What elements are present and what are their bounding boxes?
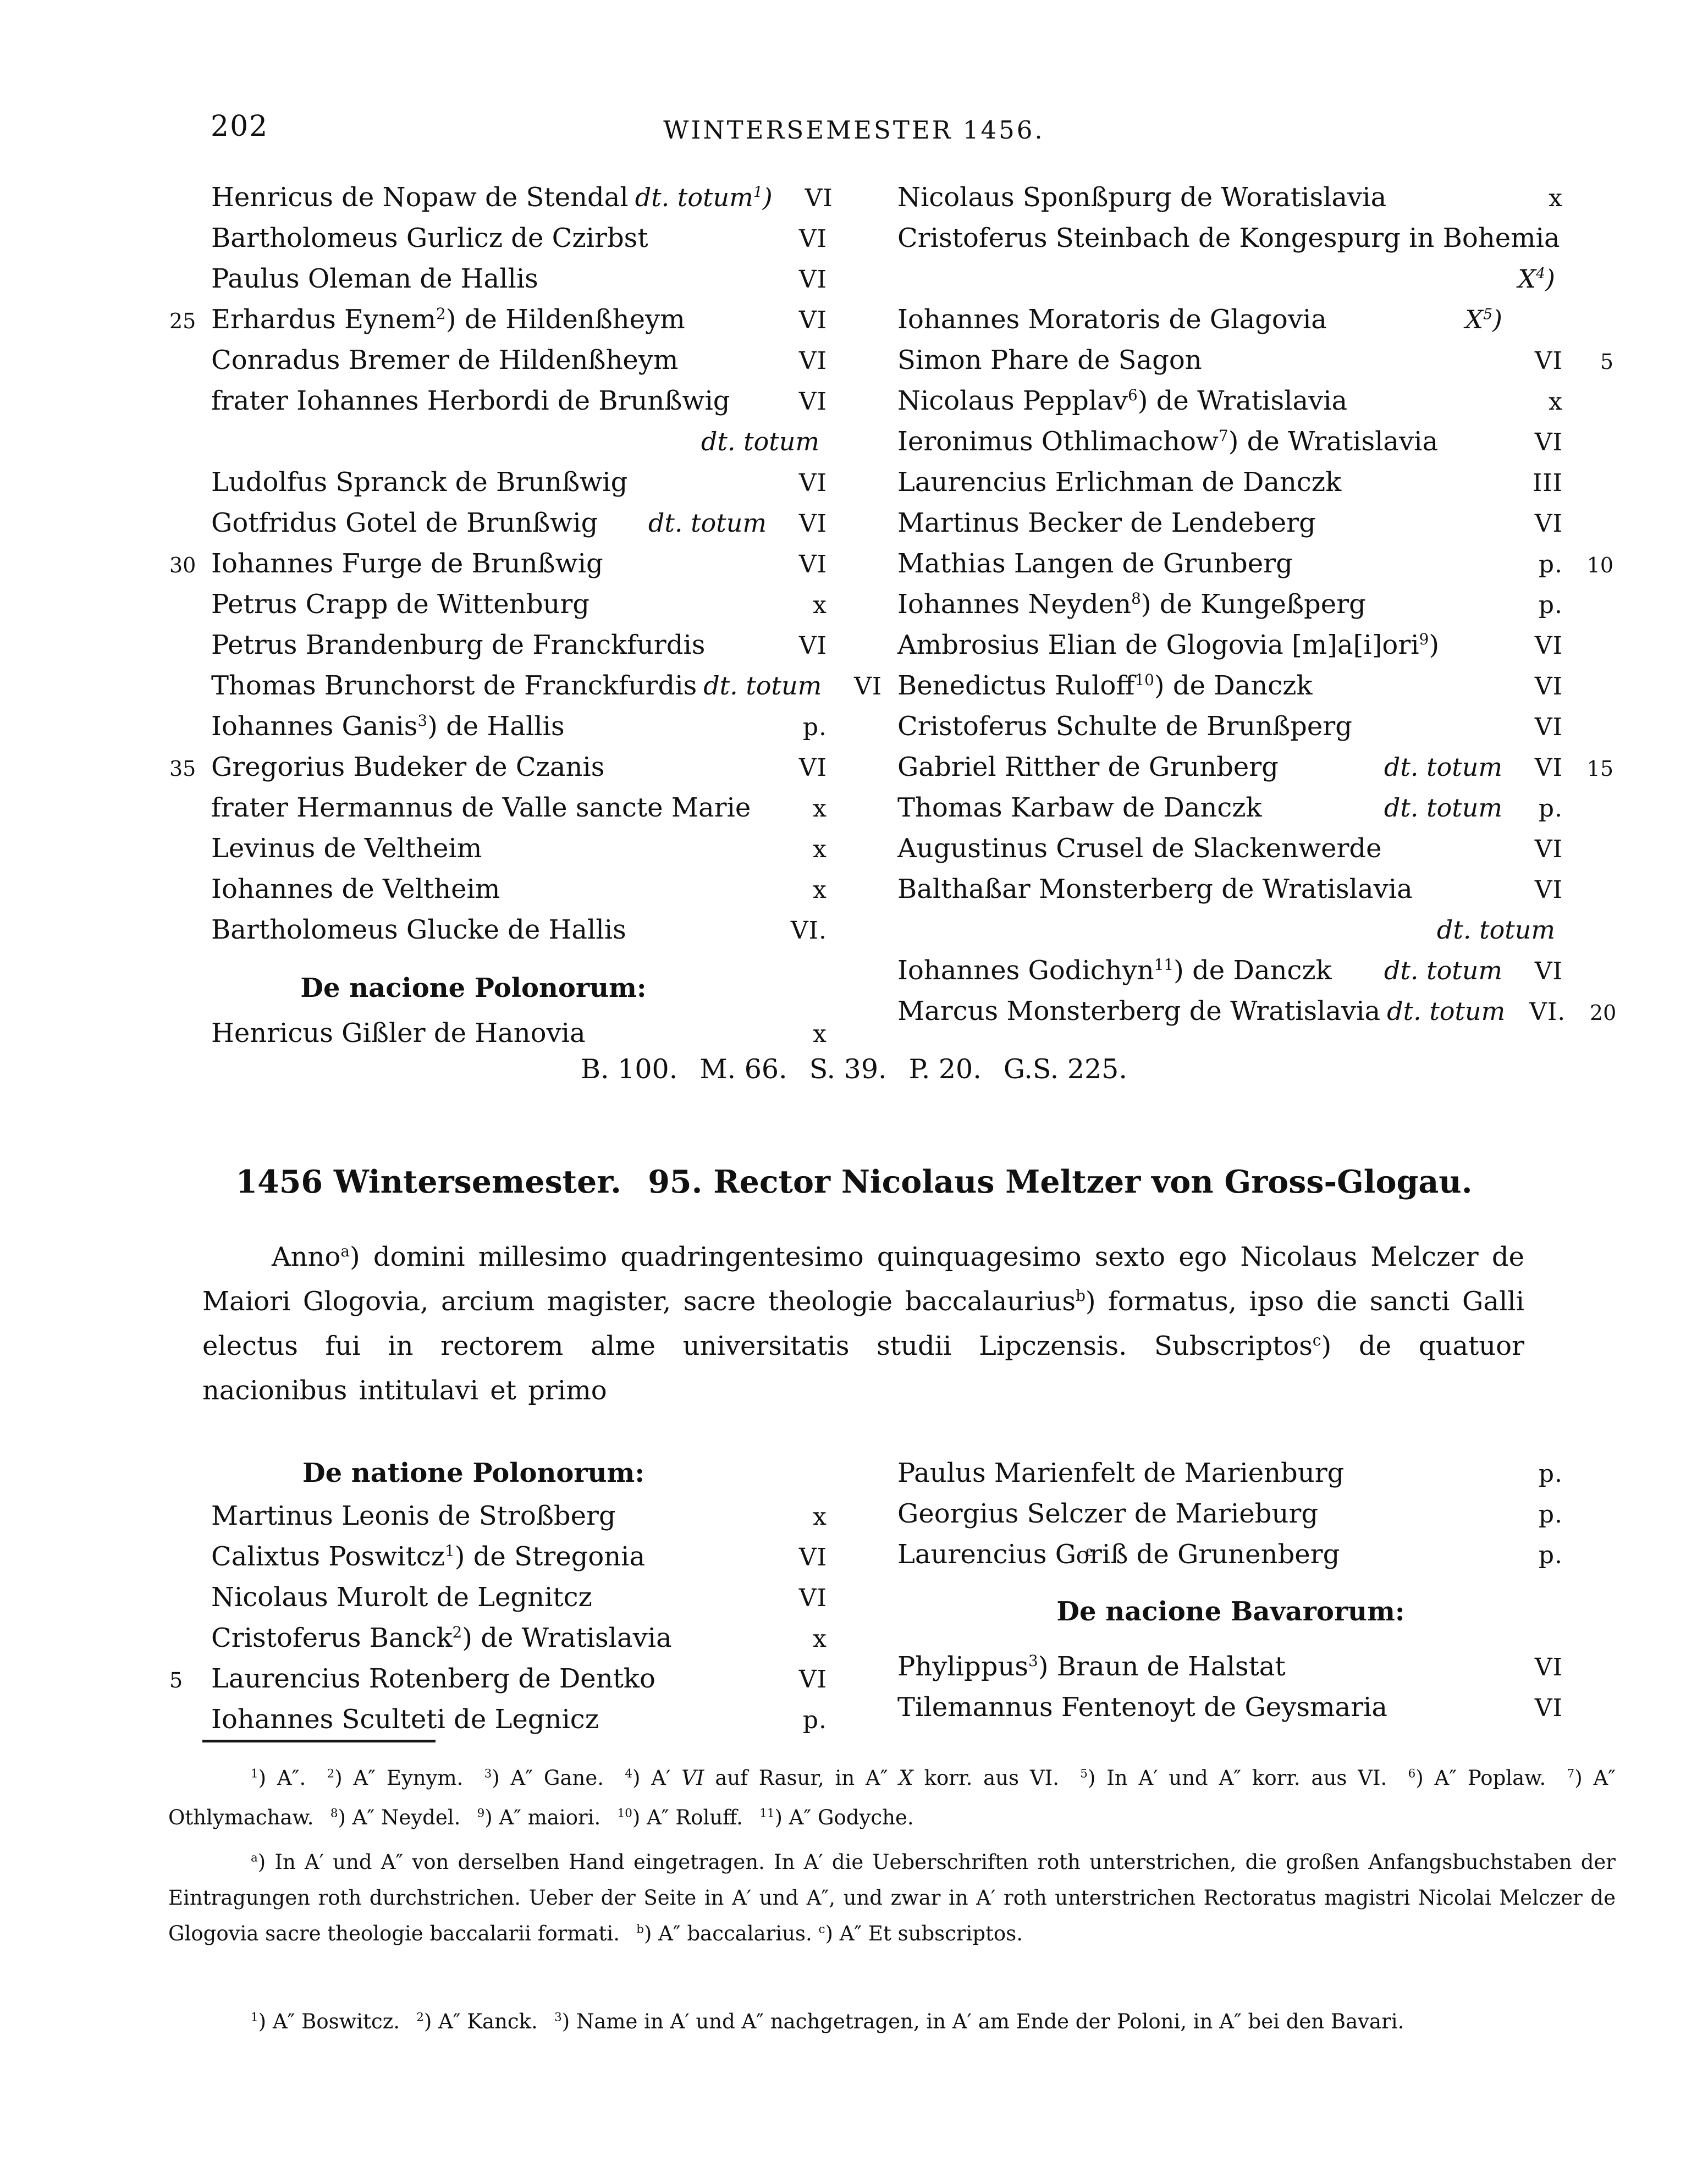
student-name: Benedictus Ruloff$^{10}$) de Danczk xyxy=(897,670,1313,701)
payment-mark: VI xyxy=(1534,632,1563,660)
payment-mark: x xyxy=(1549,184,1563,212)
upper-register xyxy=(169,177,1617,1054)
payment-mark: VI xyxy=(798,469,827,497)
payment-mark: VI xyxy=(798,225,827,253)
register-row xyxy=(169,503,827,543)
register-row xyxy=(897,177,1613,218)
payment-mark: VI xyxy=(798,550,827,578)
student-name: Paulus Oleman de Hallis xyxy=(211,263,538,294)
payment-mark: p. xyxy=(1538,591,1563,619)
student-name: Iohannes de Veltheim xyxy=(211,874,500,904)
student-name: Tilemannus Fentenoyt de Geysmaria xyxy=(897,1692,1387,1723)
payment-mark: VI xyxy=(798,306,827,334)
payment-mark: x xyxy=(813,1625,827,1653)
student-name: Laurencius Erlichman de Danczk xyxy=(897,467,1342,498)
margin-line-number: 30 xyxy=(169,553,196,577)
student-name: Petrus Crapp de Wittenburg xyxy=(211,589,590,620)
payment-mark: VI xyxy=(1534,957,1563,985)
payment-mark: VI xyxy=(1534,510,1563,538)
student-name: Balthaßar Monsterberg de Wratislavia xyxy=(897,874,1413,904)
register-row xyxy=(897,787,1613,828)
register-row xyxy=(169,1699,827,1740)
upper-register-left-column xyxy=(169,177,883,1054)
footnote-variants-lower: $^1$) A″ Boswitcz. $^2$) A″ Kanck. $^3$) Name in A′ und A″ nachgetragen, in A′ am Ende der Poloni, in A″ bei den Bavari. xyxy=(251,2010,1404,2033)
margin-line-number-right: 20 xyxy=(1589,1001,1617,1025)
student-name: Marcus Monsterberg de Wratislavia xyxy=(897,996,1381,1027)
payment-mark: x xyxy=(813,876,827,904)
student-name: Paulus Marienfelt de Marienburg xyxy=(897,1458,1345,1488)
register-row xyxy=(897,503,1613,543)
register-row xyxy=(169,787,827,828)
payment-note-italic: dt. totum xyxy=(1384,956,1502,985)
register-row-continuation xyxy=(897,258,1613,299)
student-name: Erhardus Eynem$^2$) de Hildenßheym xyxy=(211,304,685,335)
register-row xyxy=(169,869,827,909)
register-row xyxy=(897,1687,1613,1728)
payment-mark: VI xyxy=(1534,876,1563,904)
student-name: Nicolaus Sponßpurg de Woratislavia xyxy=(897,182,1387,213)
intro-paragraph: Anno$^a$) domini millesimo quadringentesimo quinquagesimo sexto ego Nicolaus Melczer de Maiori Glogovia, arcium magister, sacre theologie baccalaurius$^b$) formatus, ipso die sancti Galli electus fui in rectorem alme universitatis studii Lipczensis. Subscriptos$^c$) de quatuor nacionibus intitulavi et primo xyxy=(202,1242,1525,1406)
payment-mark: p. xyxy=(802,713,827,741)
student-name: Iohannes Neyden$^8$) de Kungeßperg xyxy=(897,589,1366,620)
register-row xyxy=(897,828,1613,869)
running-head: WINTERSEMESTER 1456. xyxy=(663,115,1045,145)
register-row xyxy=(169,1618,827,1658)
register-row xyxy=(169,747,827,787)
payment-note-italic: $X^5$) xyxy=(1465,305,1502,334)
register-row xyxy=(169,258,827,299)
register-row xyxy=(169,1536,827,1577)
student-name: Thomas Karbaw de Danczk xyxy=(897,792,1262,823)
payment-mark: p. xyxy=(1538,1541,1563,1569)
margin-line-number: 25 xyxy=(169,309,196,333)
nation-heading: De natione Polonorum: xyxy=(302,1458,645,1488)
student-name: Georgius Selczer de Marieburg xyxy=(897,1498,1319,1529)
payment-mark: VI xyxy=(1534,428,1563,456)
register-row xyxy=(897,1646,1613,1687)
payment-mark: VI xyxy=(854,672,883,701)
payment-mark: p. xyxy=(1538,1501,1563,1529)
student-name: Henricus de Nopaw de Stendal xyxy=(211,182,629,213)
margin-line-number: 35 xyxy=(169,757,196,781)
payment-note-italic: dt. totum xyxy=(701,427,819,456)
payment-mark: p. xyxy=(1538,550,1563,578)
student-name: Ludolfus Spranck de Brunßwig xyxy=(211,467,628,498)
student-name: Conradus Bremer de Hildenßheym xyxy=(211,345,679,376)
upper-register-right-column xyxy=(897,177,1617,1054)
register-row xyxy=(897,462,1613,503)
payment-note-italic: dt. totum$^1$) xyxy=(635,183,773,212)
student-name: Iohannes Moratoris de Glagovia xyxy=(897,304,1327,335)
payment-mark: x xyxy=(813,1503,827,1531)
payment-note-italic: dt. totum xyxy=(648,508,767,538)
payment-mark: VI xyxy=(1534,713,1563,741)
payment-mark: VI xyxy=(805,184,833,212)
margin-line-number-right: 5 xyxy=(1600,350,1613,374)
payment-mark: x xyxy=(1549,388,1563,416)
register-row xyxy=(169,1496,827,1536)
register-row xyxy=(169,828,827,869)
payment-mark: VI xyxy=(1534,835,1563,863)
payment-mark: VI xyxy=(798,347,827,375)
student-name: Gregorius Budeker de Czanis xyxy=(211,752,605,782)
register-row xyxy=(169,1658,827,1699)
payment-note-italic: dt. totum xyxy=(1384,793,1502,823)
student-name: Laurencius Goͤriß de Grunenberg xyxy=(897,1539,1340,1570)
nation-heading: De nacione Polonorum: xyxy=(300,973,647,1003)
student-name: frater Iohannes Herbordi de Brunßwig xyxy=(211,385,730,416)
register-row xyxy=(169,625,827,665)
payment-note-italic: dt. totum xyxy=(1384,752,1502,782)
student-name: frater Hermannus de Valle sancte Marie xyxy=(211,792,751,823)
student-name: Iohannes Godichyn$^{11}$) de Danczk xyxy=(897,955,1332,986)
register-row xyxy=(169,299,827,340)
register-row xyxy=(897,625,1613,665)
register-row xyxy=(169,340,827,380)
register-row xyxy=(169,380,827,421)
payment-mark: x xyxy=(813,1020,827,1048)
student-name: Iohannes Sculteti de Legnicz xyxy=(211,1704,599,1735)
register-row xyxy=(897,869,1613,909)
margin-line-number: 5 xyxy=(169,1668,183,1692)
register-row xyxy=(897,747,1613,787)
payment-note-italic: $X^4$) xyxy=(1518,264,1555,294)
payment-mark: III xyxy=(1532,469,1563,497)
lower-register xyxy=(169,1453,1613,1740)
student-name: Henricus Gißler de Hanovia xyxy=(211,1018,586,1049)
register-row xyxy=(169,706,827,747)
nation-heading: De nacione Bavarorum: xyxy=(1056,1596,1405,1627)
register-row xyxy=(169,543,827,584)
payment-mark: x xyxy=(813,835,827,863)
payment-mark: VI xyxy=(798,388,827,416)
register-row xyxy=(897,1453,1613,1493)
payment-mark: VI xyxy=(1534,347,1563,375)
footnote-commentary: $^a$) In A′ und A″ von derselben Hand eingetragen. In A′ die Ueberschriften roth unterstrichen, die großen Anfangsbuchstaben der Eintragungen roth durchstrichen. Ueber der Seite in A′ und A″, und zwar in A′ roth unterstrichen Rectoratus magistri Nicolai Melczer de Glogovia sacre theologie baccalarii formati. $^b$) A″ baccalarius. $^c$) A″ Et subscriptos. xyxy=(168,1850,1616,1945)
student-name: Martinus Leonis de Stroßberg xyxy=(211,1501,616,1531)
payment-mark: VI xyxy=(798,1665,827,1694)
student-name: Thomas Brunchorst de Franckfurdis xyxy=(211,670,697,701)
payment-mark: VI xyxy=(798,632,827,660)
lower-register-left-column xyxy=(169,1453,827,1740)
payment-mark: p. xyxy=(802,1706,827,1734)
payment-mark: VI xyxy=(1534,1653,1563,1681)
register-row xyxy=(897,991,1617,1032)
student-name: Iohannes Furge de Brunßwig xyxy=(211,548,603,579)
totals-line: B. 100. M. 66. S. 39. P. 20. G.S. 225. xyxy=(581,1054,1127,1085)
register-row xyxy=(169,665,883,706)
footnote-separator-rule xyxy=(202,1740,436,1742)
student-name: Phylippus$^3$) Braun de Halstat xyxy=(897,1651,1286,1682)
register-row xyxy=(897,380,1613,421)
register-row xyxy=(897,950,1613,991)
payment-mark: x xyxy=(813,795,827,823)
payment-mark: p. xyxy=(1538,795,1563,823)
student-name: Bartholomeus Glucke de Hallis xyxy=(211,914,626,945)
payment-note-italic: dt. totum xyxy=(703,671,822,701)
student-name: Gotfridus Gotel de Brunßwig xyxy=(211,508,598,538)
payment-note-italic: dt. totum xyxy=(1387,996,1506,1026)
register-row xyxy=(169,909,827,950)
student-name: Augustinus Crusel de Slackenwerde xyxy=(897,833,1382,864)
student-name: Iohannes Ganis$^3$) de Hallis xyxy=(211,711,565,742)
register-row xyxy=(897,340,1613,380)
register-row xyxy=(169,462,827,503)
payment-mark: VI. xyxy=(1529,998,1566,1026)
register-row-continuation xyxy=(169,421,827,462)
payment-mark: VI xyxy=(1534,754,1563,782)
student-name: Mathias Langen de Grunberg xyxy=(897,548,1293,579)
register-row xyxy=(897,299,1613,340)
register-row xyxy=(897,706,1613,747)
student-name: Laurencius Rotenberg de Dentko xyxy=(211,1663,655,1694)
register-row xyxy=(169,584,827,625)
register-row xyxy=(897,584,1613,625)
student-name: Nicolaus Murolt de Legnitcz xyxy=(211,1582,592,1613)
payment-mark: VI xyxy=(798,1584,827,1612)
student-name: Ambrosius Elian de Glogovia [m]a[i]ori$^9$) xyxy=(897,630,1440,660)
student-name: Simon Phare de Sagon xyxy=(897,345,1202,376)
payment-mark: VI xyxy=(1534,1694,1563,1722)
payment-mark: VI xyxy=(798,266,827,294)
payment-mark: VI xyxy=(798,754,827,782)
register-row xyxy=(897,1493,1613,1534)
register-row xyxy=(897,218,1613,258)
footnote-variants-upper: $^1$) A″. $^2$) A″ Eynym. $^3$) A″ Gane. $^4$) A′ VI auf Rasur, in A″ X korr. aus VI. $^5$) In A′ und A″ korr. aus VI. $^6$) A″ Poplaw. $^7$) A″ Othlymachaw. $^8$) A″ Neydel. $^9$) A″ maiori. $^{10}$) A″ Roluff. $^{11}$) A″ Godyche. xyxy=(168,1766,1616,1829)
register-row xyxy=(897,421,1613,462)
register-row xyxy=(169,1577,827,1618)
section-heading: 1456 Wintersemester. 95. Rector Nicolaus Meltzer von Gross-Glogau. xyxy=(235,1163,1473,1200)
student-name: Petrus Brandenburg de Franckfurdis xyxy=(211,630,706,660)
register-row xyxy=(897,665,1613,706)
student-name: Martinus Becker de Lendeberg xyxy=(897,508,1316,538)
student-name: Cristoferus Steinbach de Kongespurg in Bohemia xyxy=(897,223,1560,253)
payment-mark: VI xyxy=(798,510,827,538)
payment-mark: VI xyxy=(1534,672,1563,701)
payment-mark: p. xyxy=(1538,1460,1563,1488)
student-name: Ieronimus Othlimachow$^7$) de Wratislavia xyxy=(897,426,1439,457)
margin-line-number-right: 10 xyxy=(1586,553,1613,577)
register-row xyxy=(169,218,827,258)
student-name: Cristoferus Schulte de Brunßperg xyxy=(897,711,1352,742)
payment-note-italic: dt. totum xyxy=(1436,915,1555,945)
student-name: Bartholomeus Gurlicz de Czirbst xyxy=(211,223,648,253)
register-row-continuation xyxy=(897,909,1613,950)
register-row xyxy=(897,1534,1613,1575)
payment-mark: x xyxy=(813,591,827,619)
payment-mark: VI. xyxy=(790,917,827,945)
payment-mark: VI xyxy=(798,1543,827,1571)
register-row xyxy=(897,543,1613,584)
student-name: Gabriel Ritther de Grunberg xyxy=(897,752,1279,782)
student-name: Cristoferus Banck$^2$) de Wratislavia xyxy=(211,1623,672,1653)
register-row xyxy=(169,1013,827,1054)
student-name: Levinus de Veltheim xyxy=(211,833,482,864)
register-row xyxy=(169,177,833,218)
student-name: Calixtus Poswitcz$^1$) de Stregonia xyxy=(211,1541,646,1572)
lower-register-right-column xyxy=(897,1453,1613,1740)
student-name: Nicolaus Pepplav$^6$) de Wratislavia xyxy=(897,385,1348,416)
margin-line-number-right: 15 xyxy=(1586,757,1613,781)
page-number: 202 xyxy=(211,110,269,143)
